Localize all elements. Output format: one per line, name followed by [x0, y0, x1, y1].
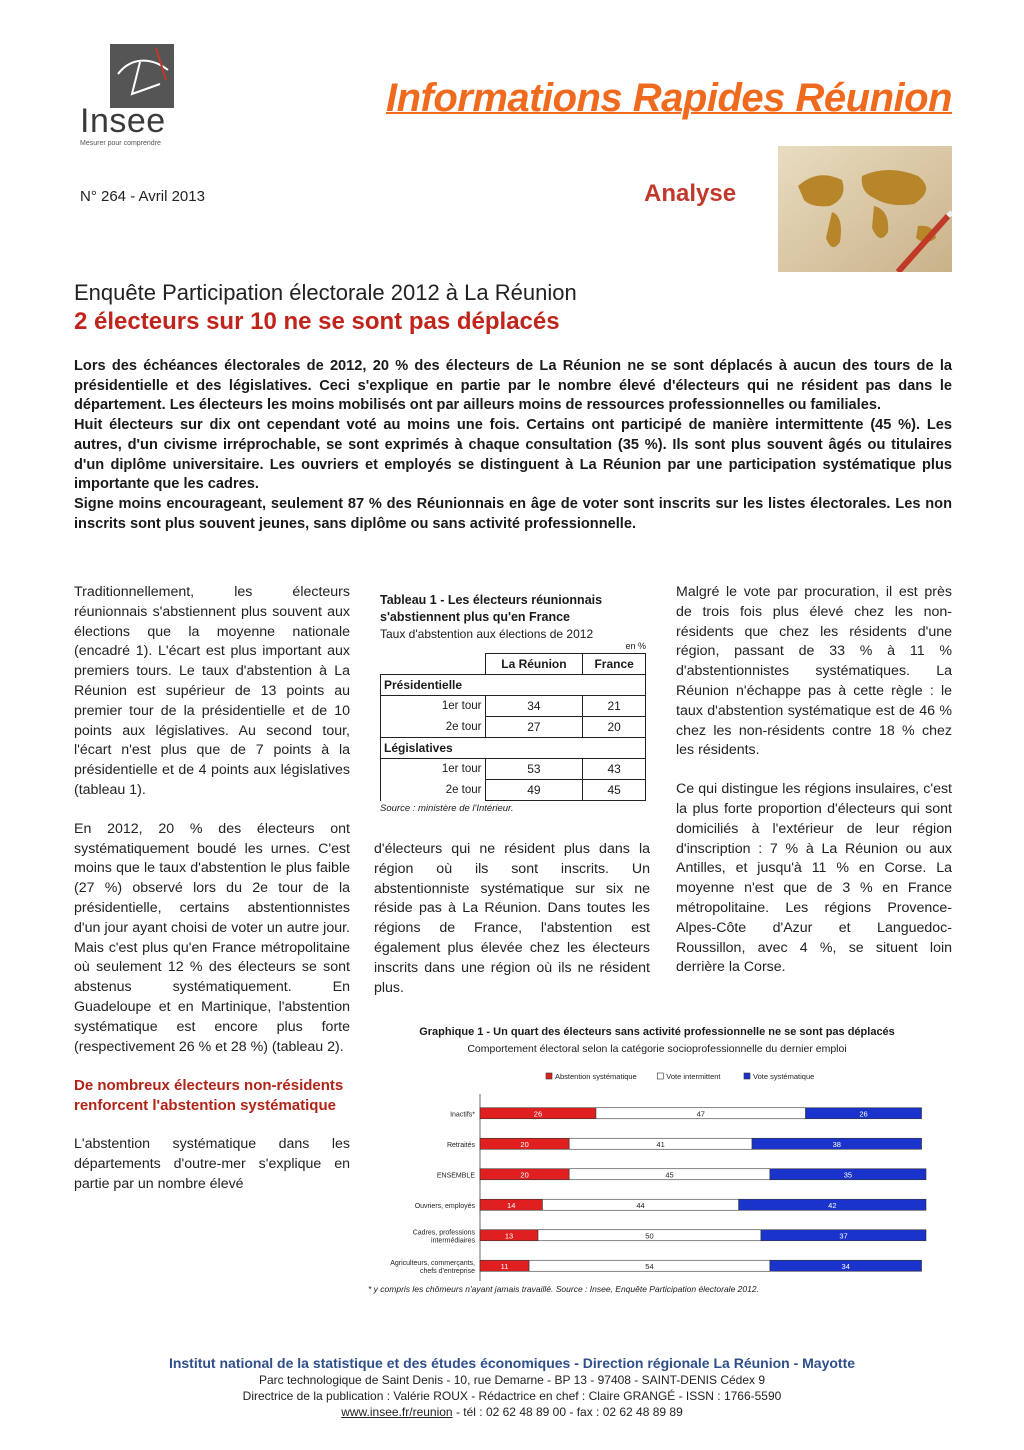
cell-reunion: 53	[485, 759, 583, 780]
body-paragraph: Malgré le vote par procuration, il est près de trois fois plus élevé chez les non-résidents que chez les résidents d'une région, passant de 33 % à 11 % d'abstentionnistes systématiques. La Réunion n'échappe pas à cette règle : le taux d'abstention systématique est de 46 % chez les non-résidents contre 18 % chez les résidents.	[676, 584, 952, 759]
category-label: intermédiaires	[431, 1237, 475, 1245]
table-subtitle: Taux d'abstention aux élections de 2012	[380, 627, 594, 641]
data-label: 20	[520, 1170, 529, 1180]
category-label: Agriculteurs, commerçants,	[390, 1259, 475, 1267]
body-paragraph: L'abstention systématique dans les départements d'outre-mer s'explique en partie par un nombre élevé	[74, 1136, 350, 1192]
cell-france: 45	[583, 780, 646, 801]
data-label: 50	[645, 1231, 654, 1241]
legend-label: Vote intermittent	[666, 1072, 721, 1081]
cell-france: 21	[583, 696, 646, 717]
chart-note: * y compris les chômeurs n'ayant jamais travaillé. Source : Insee, Enquête Participation électorale 2012.	[368, 1284, 759, 1294]
column-header: La Réunion	[485, 654, 583, 675]
data-label: 54	[645, 1261, 654, 1271]
footer-institute: Institut national de la statistique et des études économiques - Direction régionale La Réunion - Mayotte	[168, 1355, 856, 1371]
rubric-label: Analyse	[644, 180, 737, 207]
data-label: 37	[839, 1231, 848, 1241]
category-label: ENSEMBLE	[436, 1172, 475, 1180]
table-unit: en %	[625, 641, 646, 651]
column-middle	[374, 840, 650, 1017]
insee-logo	[78, 44, 178, 152]
footer-address: Parc technologique de Saint Denis - 10, rue Demarne - BP 13 - 97408 - SAINT-DENIS Cédex 9	[258, 1373, 766, 1387]
publication-title: Informations Rapides Réunion	[385, 76, 952, 120]
group-label: Présidentielle	[381, 675, 646, 696]
category-label: Cadres, professions	[412, 1229, 475, 1237]
legend-label: Vote systématique	[753, 1072, 815, 1081]
footer-contact	[0, 1404, 1024, 1420]
data-label: 44	[636, 1200, 645, 1210]
lead-paragraph: Signe moins encourageant, seulement 87 % des Réunionnais en âge de voter sont inscrits sur les listes électorales. Les non inscrits sont plus souvent jeunes, sans diplôme ou sans activité professionnelle.	[74, 495, 952, 532]
stacked-bar-chart	[362, 1064, 952, 1284]
logo-word: Insee	[80, 102, 166, 140]
legend-swatch	[657, 1073, 663, 1079]
category-label: Inactifs*	[450, 1111, 475, 1119]
row-label: 1er tour	[381, 759, 486, 780]
body-paragraph: Ce qui distingue les régions insulaires, c'est la plus forte proportion d'électeurs qui sont domiciliés à l'extérieur de leur région d'inscription : 7 % à La Réunion ou aux Antilles, et jusqu'à 11 % en Corse. La moyenne n'est que de 3 % en France métropolitaine. Les régions Provence-Alpes-Côte d'Azur et Languedoc-Roussillon, avec 4 %, se situent loin derrière la Corse.	[676, 781, 952, 976]
cell-reunion: 27	[485, 717, 583, 738]
cell-reunion: 34	[485, 696, 583, 717]
logo-tagline: Mesurer pour comprendre	[80, 140, 161, 147]
footer	[0, 1354, 1024, 1420]
data-label: 34	[841, 1261, 850, 1271]
logo-mark-icon	[110, 44, 174, 108]
data-label: 14	[507, 1200, 516, 1210]
data-label: 35	[843, 1170, 853, 1180]
website-link[interactable]: www.insee.fr/reunion	[341, 1405, 453, 1419]
data-label: 45	[665, 1170, 674, 1180]
table-source: Source : ministère de l'Intérieur.	[380, 803, 514, 814]
data-label: 26	[533, 1109, 543, 1119]
data-label: 47	[696, 1109, 705, 1119]
legend-label: Abstention systématique	[555, 1072, 637, 1081]
column-left	[74, 583, 350, 1214]
data-label: 38	[832, 1139, 841, 1149]
category-label: Ouvriers, employés	[414, 1202, 475, 1210]
legend-swatch	[744, 1073, 750, 1079]
table-row	[381, 780, 646, 801]
lead-summary	[74, 357, 952, 534]
lead-paragraph: Huit électeurs sur dix ont cependant voté au moins une fois. Certains ont participé de manière intermittente (45 %). Les autres, d'un civisme irréprochable, se sont exprimés à chaque consultation (35 %). Ils sont plus souvent âgés ou titulaires d'un diplôme universitaire. Les ouvriers et employés se distinguent à La Réunion par une participation systématique plus importante que les cadres.	[74, 417, 952, 493]
data-label: 20	[520, 1139, 529, 1149]
chart-1	[362, 1026, 952, 1301]
table-title: Tableau 1 - Les électeurs réunionnais s'abstiennent plus qu'en France	[380, 593, 603, 624]
table-row	[381, 696, 646, 717]
lead-paragraph: Lors des échéances électorales de 2012, 20 % des électeurs de La Réunion ne se sont déplacés à aucun des tours de la présidentielle et des législatives. Ceci s'explique en partie par le nombre élevé d'électeurs qui ne résident pas dans le département. Les électeurs les moins mobilisés ont par ailleurs moins de ressources professionnelles ou familiales.	[74, 358, 952, 414]
category-label: Retraités	[446, 1141, 475, 1149]
data-label: 11	[500, 1261, 509, 1271]
issue-number: N° 264 - Avril 2013	[80, 188, 205, 205]
data-label: 42	[828, 1200, 837, 1210]
headline: 2 électeurs sur 10 ne se sont pas déplacés	[74, 308, 560, 335]
chart-title: Graphique 1 - Un quart des électeurs sans activité professionnelle ne se sont pas déplacés	[419, 1026, 895, 1038]
group-label: Législatives	[381, 738, 646, 759]
data-label: 26	[859, 1109, 868, 1119]
abstention-table	[380, 653, 646, 801]
cell-france: 43	[583, 759, 646, 780]
survey-title: Enquête Participation électorale 2012 à La Réunion	[74, 280, 577, 305]
row-label: 2e tour	[381, 780, 486, 801]
legend-swatch	[546, 1073, 552, 1079]
column-header: France	[583, 654, 646, 675]
body-paragraph: En 2012, 20 % des électeurs ont systématiquement boudé les urnes. C'est moins que le taux d'abstention le plus faible (27 %) observé lors du 2e tour de la présidentielle, certains abstentionnistes d'un jour ayant choisi de voter un autre jour. Mais c'est plus qu'en France métropolitaine où seulement 12 % des électeurs se sont abstenus systématiquement. En Guadeloupe et en Martinique, l'abstention systématique est encore plus forte (respectivement 26 % et 28 %) (tableau 2).	[74, 820, 350, 1055]
world-map-photo	[778, 146, 952, 272]
row-label: 1er tour	[381, 696, 486, 717]
category-label: chefs d'entreprise	[419, 1267, 475, 1275]
cell-france: 20	[583, 717, 646, 738]
section-subhead: De nombreux électeurs non-résidents renforcent l'abstention systématique	[74, 1077, 344, 1115]
column-right	[676, 583, 952, 997]
footer-phone-fax: - tél : 02 62 48 89 00 - fax : 02 62 48 89 89	[452, 1405, 683, 1419]
data-label: 41	[656, 1139, 665, 1149]
cell-reunion: 49	[485, 780, 583, 801]
table-row	[381, 717, 646, 738]
row-label: 2e tour	[381, 717, 486, 738]
body-paragraph: Traditionnellement, les électeurs réunionnais s'abstiennent plus souvent aux élections que la moyenne nationale (encadré 1). L'écart est plus important aux premiers tours. Le taux d'abstention à La Réunion est supérieur de 13 points au premier tour de la présidentielle et de 10 points aux législatives. Au second tour, l'écart n'est plus que de 7 points à la présidentielle et de 4 points aux législatives (tableau 1).	[74, 584, 350, 798]
table-1	[380, 592, 646, 814]
data-label: 13	[504, 1231, 514, 1241]
chart-subtitle: Comportement électoral selon la catégorie socioprofessionnelle du dernier emploi	[467, 1043, 847, 1055]
footer-credits: Directrice de la publication : Valérie ROUX - Rédactrice en chef : Claire GRANGÉ - ISSN : 1766-5590	[242, 1389, 782, 1403]
body-paragraph: d'électeurs qui ne résident plus dans la région où ils sont inscrits. Un abstentionniste systématique sur six ne réside pas à La Réunion. Dans toutes les régions de France, l'abstention est également plus élevée chez les électeurs inscrits dans une région où ils ne résident plus.	[374, 841, 650, 996]
table-row	[381, 759, 646, 780]
